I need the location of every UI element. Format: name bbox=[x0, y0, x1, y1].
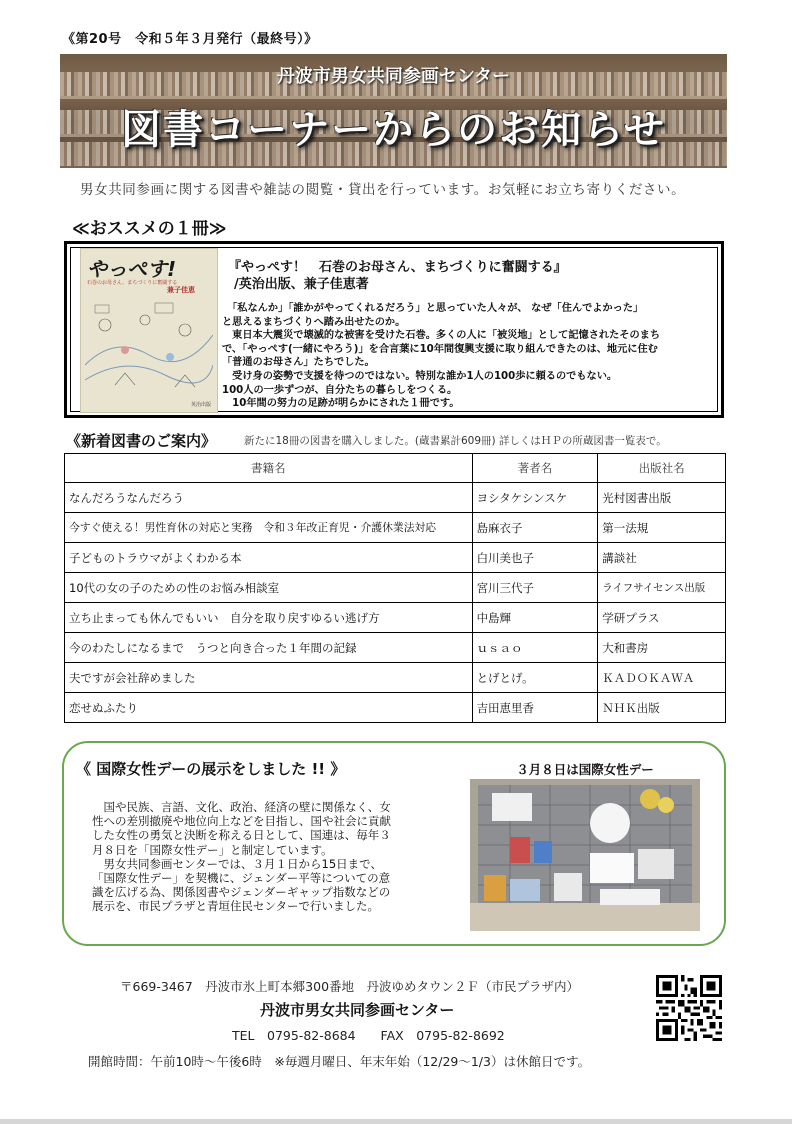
cover-publisher: 英治出版 bbox=[191, 402, 212, 408]
column-header-publisher: 出版社名 bbox=[598, 454, 726, 483]
book-author-cell: 中島輝 bbox=[472, 603, 598, 633]
book-title-cell: 子どものトラウマがよくわかる本 bbox=[65, 543, 473, 573]
new-books-note: 新たに18冊の図書を購入しました。(蔵書累計609冊) 詳しくはＨＰの所蔵図書一覧表で。 bbox=[244, 435, 667, 447]
description-line: 100人の一歩ずつが、自分たちの暮らしをつくる。 bbox=[222, 384, 458, 396]
book-publisher-cell: 光村図書出版 bbox=[598, 483, 726, 513]
table-row bbox=[65, 543, 726, 573]
exhibition-photo-illustration bbox=[470, 779, 700, 931]
book-cover-image bbox=[80, 248, 218, 413]
book-author-cell: とげとげ。 bbox=[472, 663, 598, 693]
header-banner bbox=[60, 54, 727, 168]
book-title-cell: 立ち止まっても休んでもいい 自分を取り戻すゆるい逃げ方 bbox=[65, 603, 473, 633]
recommend-description bbox=[222, 302, 722, 411]
book-author-cell: 白川美也子 bbox=[472, 543, 598, 573]
description-line: と思えるまちづくりへ踏み出せたのか。 bbox=[222, 316, 406, 328]
book-author-cell: ｕｓａｏ bbox=[472, 633, 598, 663]
new-books-heading: 《新着図書のご案内》 bbox=[66, 432, 217, 450]
footer-center-name: 丹波市男女共同参画センター bbox=[260, 1001, 455, 1019]
description-line: 国や民族、言語、文化、政治、経済の壁に関係なく、女 bbox=[92, 800, 391, 814]
description-line: 東日本大震災で壊滅的な被害を受けた石巻。多くの人に「被災地」として記憶されたそのまち bbox=[222, 330, 661, 342]
table-row bbox=[65, 603, 726, 633]
description-line: 展示を、市民プラザと青垣住民センターで行いました。 bbox=[92, 899, 380, 914]
description-line: 「私なんか」「誰かがやってくれるだろう」と思っていた人々が、 なぜ「住んでよかった」 bbox=[222, 303, 644, 314]
womens-day-description bbox=[92, 800, 452, 914]
description-line: で、「やっぺす(一緒にやろう)」を合言葉に10年間復興支援に取り組んできたのは、地元に住む bbox=[222, 343, 658, 355]
new-books-table bbox=[64, 453, 726, 723]
footer-address: 〒669-3467 丹波市氷上町本郷300番地 丹波ゆめタウン２Ｆ（市民プラザ内） bbox=[120, 979, 580, 994]
womens-day-heading: 《 国際女性デーの展示をしました !! 》 bbox=[76, 760, 346, 778]
cover-illustration bbox=[85, 295, 213, 395]
book-title-cell: 恋せぬふたり bbox=[65, 693, 473, 723]
book-title-cell: 今すぐ使える！男性育休の対応と実務 令和３年改正育児・介護休業法対応 bbox=[65, 513, 473, 543]
cover-author: 兼子佳恵 bbox=[167, 286, 195, 294]
description-line: 受け身の姿勢で支援を待つのではない。特別な誰か1人の100歩に頼るのでもない。 bbox=[222, 370, 618, 382]
womens-day-photo-caption: ３月８日は国際女性デー bbox=[516, 762, 654, 777]
description-line: 識を広げる為、関係図書やジェンダーギャップ指数などの bbox=[92, 885, 391, 900]
page-bottom-edge bbox=[0, 1119, 792, 1124]
book-author-cell: 吉田恵里香 bbox=[472, 693, 598, 723]
banner-title: 図書コーナーからのお知らせ bbox=[121, 107, 666, 153]
table-row bbox=[65, 513, 726, 543]
book-title-cell: なんだろうなんだろう bbox=[65, 483, 473, 513]
description-line: 性への差別撤廃や地位向上などを目指し、国や社会に貢献 bbox=[92, 814, 391, 829]
cover-subtitle: 石巻のお母さん、まちづくりに奮闘する bbox=[87, 280, 178, 286]
description-line: 「普通のお母さん」たちでした。 bbox=[222, 357, 375, 369]
column-header-author: 著者名 bbox=[472, 454, 598, 483]
footer-contact: TEL 0795-82-8684 FAX 0795-82-8692 bbox=[232, 1028, 505, 1043]
book-publisher-cell: ＫＡＤＯＫＡＷＡ bbox=[598, 663, 726, 693]
book-publisher-cell: 学研プラス bbox=[598, 603, 726, 633]
column-header-title: 書籍名 bbox=[65, 454, 473, 483]
table-row bbox=[65, 573, 726, 603]
book-author-cell: 島麻衣子 bbox=[472, 513, 598, 543]
book-publisher-cell: ライフサイセンス出版 bbox=[598, 573, 726, 603]
table-row bbox=[65, 633, 726, 663]
footer-hours: 開館時間：午前10時～午後6時 ※毎週月曜日、年末年始（12/29～1/3）は休館日です。 bbox=[88, 1054, 590, 1069]
book-publisher-cell: ＮＨＫ出版 bbox=[598, 693, 726, 723]
book-title-cell: 夫ですが会社辞めました bbox=[65, 663, 473, 693]
table-row bbox=[65, 663, 726, 693]
description-line: 月８日を「国際女性デー」と制定しています。 bbox=[92, 842, 333, 857]
recommend-book-title: 『やっぺす！ 石巻のお母さん、まちづくりに奮闘する』 bbox=[228, 260, 567, 275]
description-line: 「国際女性デー」を契機に、ジェンダー平等についての意 bbox=[92, 871, 391, 886]
book-title-cell: 10代の女の子のための性のお悩み相談室 bbox=[65, 573, 473, 603]
book-publisher-cell: 大和書房 bbox=[598, 633, 726, 663]
table-row bbox=[65, 483, 726, 513]
book-author-cell: 宮川三代子 bbox=[472, 573, 598, 603]
description-line: 10年間の努力の足跡が明らかにされた１冊です。 bbox=[222, 398, 460, 410]
banner-subtitle: 丹波市男女共同参画センター bbox=[276, 66, 511, 87]
book-publisher-cell: 講談社 bbox=[598, 543, 726, 573]
book-publisher-cell: 第一法規 bbox=[598, 513, 726, 543]
table-row bbox=[65, 693, 726, 723]
book-title-cell: 今のわたしになるまで うつと向き合った１年間の記録 bbox=[65, 633, 473, 663]
description-line: した女性の勇気と決断を称える日として、国連は、毎年３ bbox=[92, 828, 391, 843]
recommend-heading: ≪おススメの１冊≫ bbox=[72, 219, 227, 239]
exhibition-photo bbox=[470, 779, 700, 931]
cover-title: やっぺす! bbox=[87, 257, 177, 281]
issue-label: 《第20号 令和５年３月発行（最終号）》 bbox=[62, 32, 318, 47]
description-line: 男女共同参画センターでは、３月１日から15日まで、 bbox=[92, 856, 382, 871]
intro-text: 男女共同参画に関する図書や雑誌の閲覧・貸出を行っています。お気軽にお立ち寄りください。 bbox=[80, 182, 686, 198]
recommend-book-publisher: /英治出版、兼子佳恵著 bbox=[234, 277, 369, 292]
table-header-row bbox=[65, 454, 726, 483]
book-author-cell: ヨシタケシンスケ bbox=[472, 483, 598, 513]
qr-code-icon[interactable] bbox=[656, 975, 722, 1041]
